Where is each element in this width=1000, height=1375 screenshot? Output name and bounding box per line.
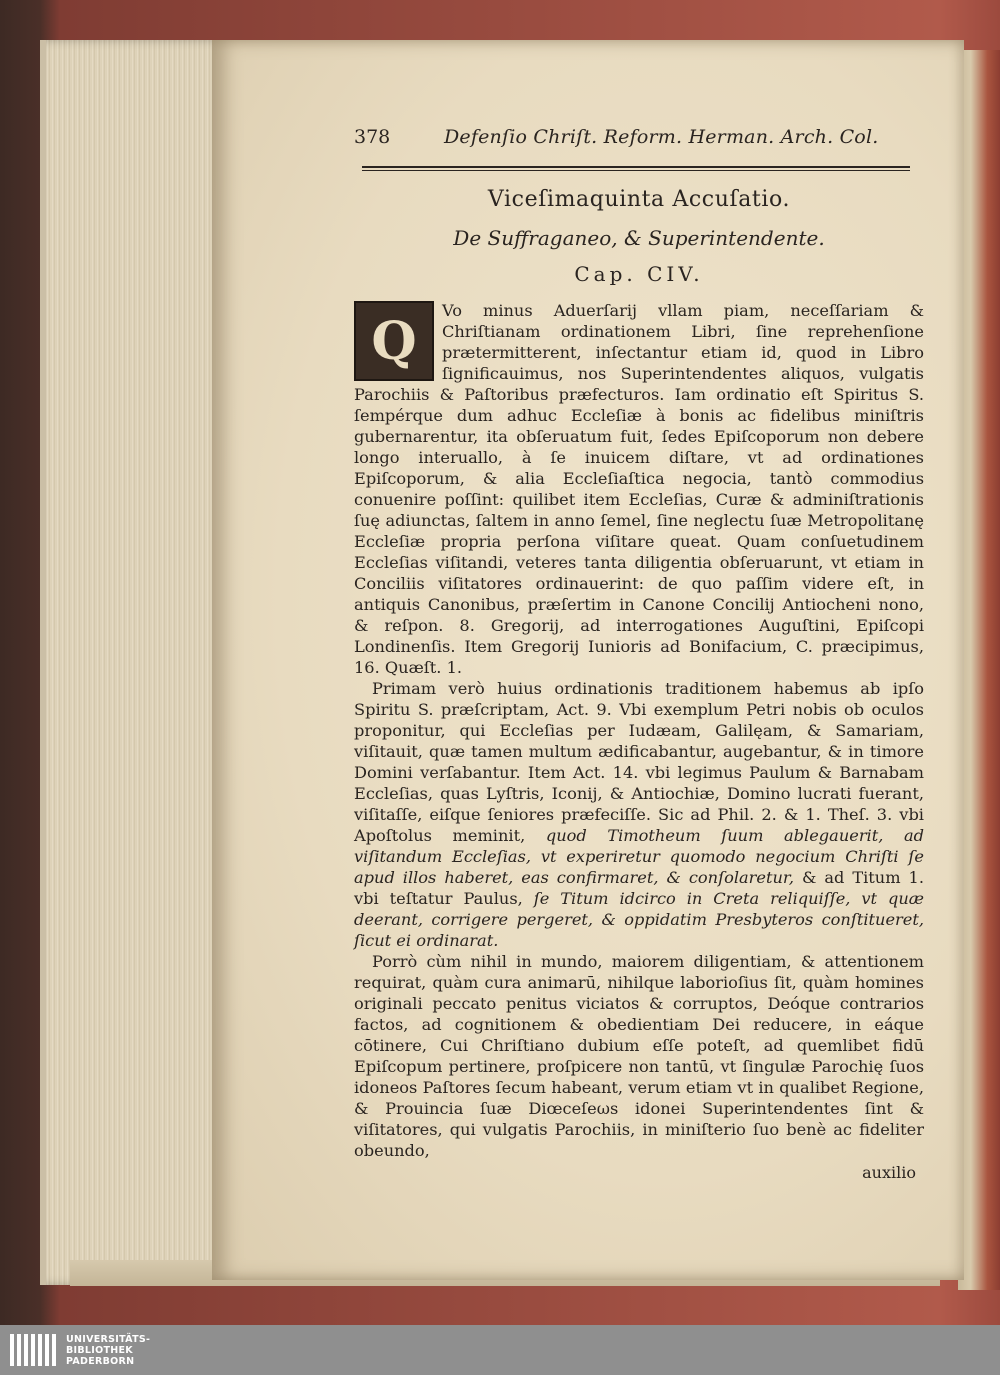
paragraph-1-text: Vo minus Aduerſarij vllam piam, neceſſariam & Chriſtianam ordinationem Libri, ſine reprehenſione prætermitterent, inſectantur etiam id, quod in Libro ſignificauimus, nos Superintendentes aliquos, vulgatis Parochiis & Paſtoribus præfecturos. Iam ordinatio eſt Spiritus S. ſempérque dum adhuc Eccleſiæ à bonis ac fidelibus miniſtris gubernarentur, ita obſeruatum fuit, ſedes Epiſcoporum non debere longo interuallo, à ſe inuicem diſtare, vt ad ordinationes Epiſcoporum, & alia Eccleſiaſtica negocia, tantò commodius conuenire poſſint: quilibet item Eccleſias, Curæ & adminiſtrationis ſuę adiunctas, ſaltem in anno ſemel, ſine neglectu ſuæ Metropolitanę Eccleſiæ propria perſona viſitare queat. Quam conſuetudinem Eccleſias viſitandi, veteres tanta diligentia obſeruarunt, vt etiam in Conciliis viſitatores ordinauerint: de quo paſſim videre eſt, in antiquis Canonibus, præſertim in Canone Concilij Antiocheni nono, & reſpon. 8. Gregorij, ad interrogationes Auguſtini, Epiſcopi Londinenſis. Item Gregorij Iunioris ad Bonifacium, C. præcipimus, 16. Quæſt. 1. <box>354 301 924 677</box>
page-number: 378 <box>354 126 391 148</box>
book-page-stack <box>40 40 231 1285</box>
chapter-heading: Cap. CIV. <box>574 262 704 286</box>
facing-page-edge <box>958 50 1000 1290</box>
paragraph-2-quote-1: quod Timotheum ſuum ablegauerit, ad viſitandum Eccleſias, vt experiretur quomodo negocium Chriſti ſe apud illos haberet, eas confirmaret, & conſolaretur, <box>354 826 924 887</box>
page-content <box>354 126 924 1182</box>
decorated-initial <box>354 301 434 381</box>
paragraph-1 <box>354 300 924 678</box>
section-subtitle: De Suffraganeo, & Superintendente. <box>453 226 825 250</box>
library-name-line-3: PADERBORN <box>66 1355 135 1367</box>
paragraph-2-text-a: Primam verò huius ordinationis traditionem habemus ab ipſo Spiritu S. præſcriptam, Act. 9. Vbi exemplum Petri nobis ob oculos proponitur, qui Eccleſias per Iudæam, Galilęam, & Samariam, viſitauit, quæ tamen multum ædificabantur, augebantur, & in timore Domini verſabantur. Item Act. 14. vbi legimus Paulum & Barnabam Eccleſias, quas Lyſtris, Iconij, & Antiochiæ, Domino lucrati fuerant, viſitaſſe, eiſque ſeniores præfeciſſe. Sic ad Phil. 2. & 1. Theſ. 3. vbi Apoſtolus meminit, <box>354 679 924 845</box>
header-rule-thin <box>362 170 910 171</box>
library-name-line-1: UNIVERSITÄTS- <box>66 1333 151 1345</box>
running-head <box>354 126 924 160</box>
library-name <box>66 1334 150 1367</box>
initial-letter: Q <box>371 310 417 372</box>
section-title: Viceſimaquinta Accuſatio. <box>487 187 791 212</box>
header-rule <box>362 166 910 168</box>
running-head-title: Defenſio Chriſt. Reform. Herman. Arch. Col. <box>444 126 879 148</box>
paragraph-2-quote-2: ſe Titum idcirco in Creta reliquiſſe, vt quæ deerant, corrigere pergeret, & oppidatim Presbyteros conſtitueret, ſicut ei ordinarat. <box>354 889 924 950</box>
book-page <box>212 40 964 1280</box>
library-logo-icon <box>10 1334 56 1366</box>
paragraph-3 <box>354 951 924 1161</box>
catchword: auxilio <box>862 1163 916 1182</box>
paragraph-2 <box>354 678 924 951</box>
library-name-line-2: BIBLIOTHEK <box>66 1344 133 1356</box>
paragraph-3-text: Porrò cùm nihil in mundo, maiorem diligentiam, & attentionem requirat, quàm cura animarū, nihilque laborioſius ſit, quàm homines originali peccato penitus viciatos & corruptos, Deóque contrarios factos, ad cognitionem & obedientiam Dei reducere, in eáque cōtinere, Cui Chriſtiano dubium eſſe poteſt, ad quemlibet fidū Epiſcopum pertinere, proſpicere non tantū, vt ſingulæ Parochię ſuos idoneos Paſtores ſecum habeant, verum etiam vt in qualibet Regione, & Prouincia ſuæ Diœceſeωs idonei Superintendentes ſint & viſitatores, qui vulgatis Parochiis, in miniſterio ſuo benè ac fideliter obeundo, <box>354 952 924 1160</box>
library-footer <box>0 1325 1000 1375</box>
paragraph-2-text-c: & ad Titum 1. vbi teſtatur Paulus, <box>354 868 924 908</box>
